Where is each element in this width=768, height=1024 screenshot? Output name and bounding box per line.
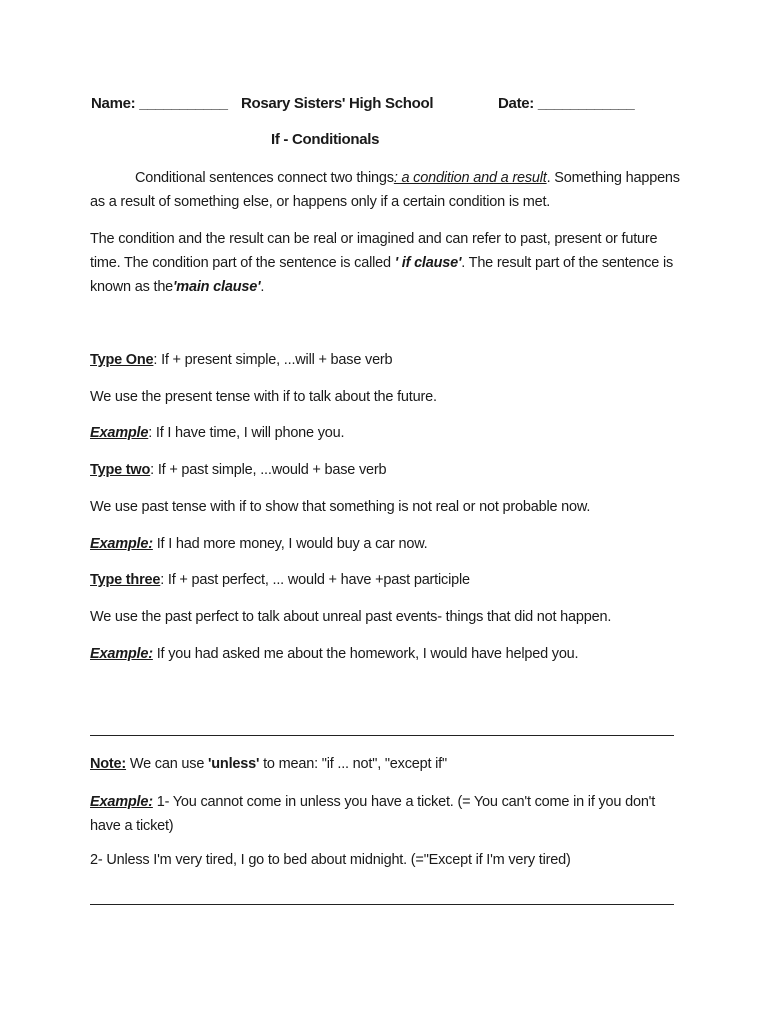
type-one-explanation: We use the present tense with if to talk about the future. (90, 389, 437, 405)
header-row (91, 95, 691, 117)
type-three-label: Type three (90, 572, 161, 588)
type-two-label: Type two (90, 462, 151, 478)
type-three-formula-text: : If + past perfect, ... would + have +past participle (160, 572, 470, 588)
intro-p2-start: The condition and the result can be real or imagined and can refer to past, present or future time. The condition part of the sentence is called (90, 231, 658, 271)
note-text-start: We can use (126, 756, 209, 772)
intro-p1-underlined: : a condition and a result (393, 170, 547, 186)
type-one-label: Type One (90, 352, 154, 368)
type-two-formula (90, 460, 690, 480)
note-text-end: to mean: "if ... not", "except if" (259, 756, 447, 772)
note-example-label: Example: (90, 794, 153, 810)
type-three-explanation: We use the past perfect to talk about unreal past events- things that did not happen. (90, 609, 612, 625)
intro-p2-end: . (260, 279, 265, 295)
type-two-example-text: If I had more money, I would buy a car now. (152, 536, 428, 552)
type-one-example (90, 423, 690, 443)
if-clause-term: ' if clause' (394, 255, 462, 271)
page-title: If - Conditionals (271, 131, 380, 148)
divider-line-top (90, 735, 674, 736)
type-two-explanation: We use past tense with if to show that something is not real or not probable now. (90, 499, 591, 515)
name-field-label: Name: ___________ (91, 95, 228, 112)
date-field-label: Date: ____________ (498, 95, 635, 112)
school-name: Rosary Sisters' High School (241, 95, 434, 112)
type-one-example-text: : If I have time, I will phone you. (148, 425, 345, 441)
type-three-example (90, 644, 690, 664)
type-two-example-label: Example: (90, 536, 153, 552)
note-example-2: 2- Unless I'm very tired, I go to bed about midnight. (="Except if I'm very tired) (90, 852, 571, 868)
unless-term: 'unless' (208, 756, 260, 772)
type-three-example-label: Example: (90, 646, 153, 662)
intro-p2-mid: . The result part of the sentence is known as the (90, 255, 674, 295)
intro-p1-start: Conditional sentences connect two things (135, 170, 394, 186)
note-example-1 (90, 790, 680, 838)
type-one-formula-text: : If + present simple, ...will + base verb (153, 352, 393, 368)
intro-p1-end: . Something happens as a result of something else, or happens only if a certain condition is met. (90, 170, 680, 210)
type-two-example (90, 534, 690, 554)
intro-paragraph-1 (90, 166, 680, 214)
divider-line-bottom (90, 904, 674, 905)
note-example-1-text: 1- You cannot come in unless you have a ticket. (= You can't come in if you don't have a ticket) (90, 794, 656, 834)
type-one-example-label: Example (90, 425, 149, 441)
type-one-formula (90, 350, 690, 370)
main-clause-term: 'main clause' (173, 279, 261, 295)
type-three-formula (90, 570, 690, 590)
note-line (90, 754, 690, 774)
note-label: Note: (90, 756, 127, 772)
intro-paragraph-2 (90, 227, 680, 299)
type-three-example-text: If you had asked me about the homework, I would have helped you. (152, 646, 579, 662)
type-two-formula-text: : If + past simple, ...would + base verb (150, 462, 387, 478)
